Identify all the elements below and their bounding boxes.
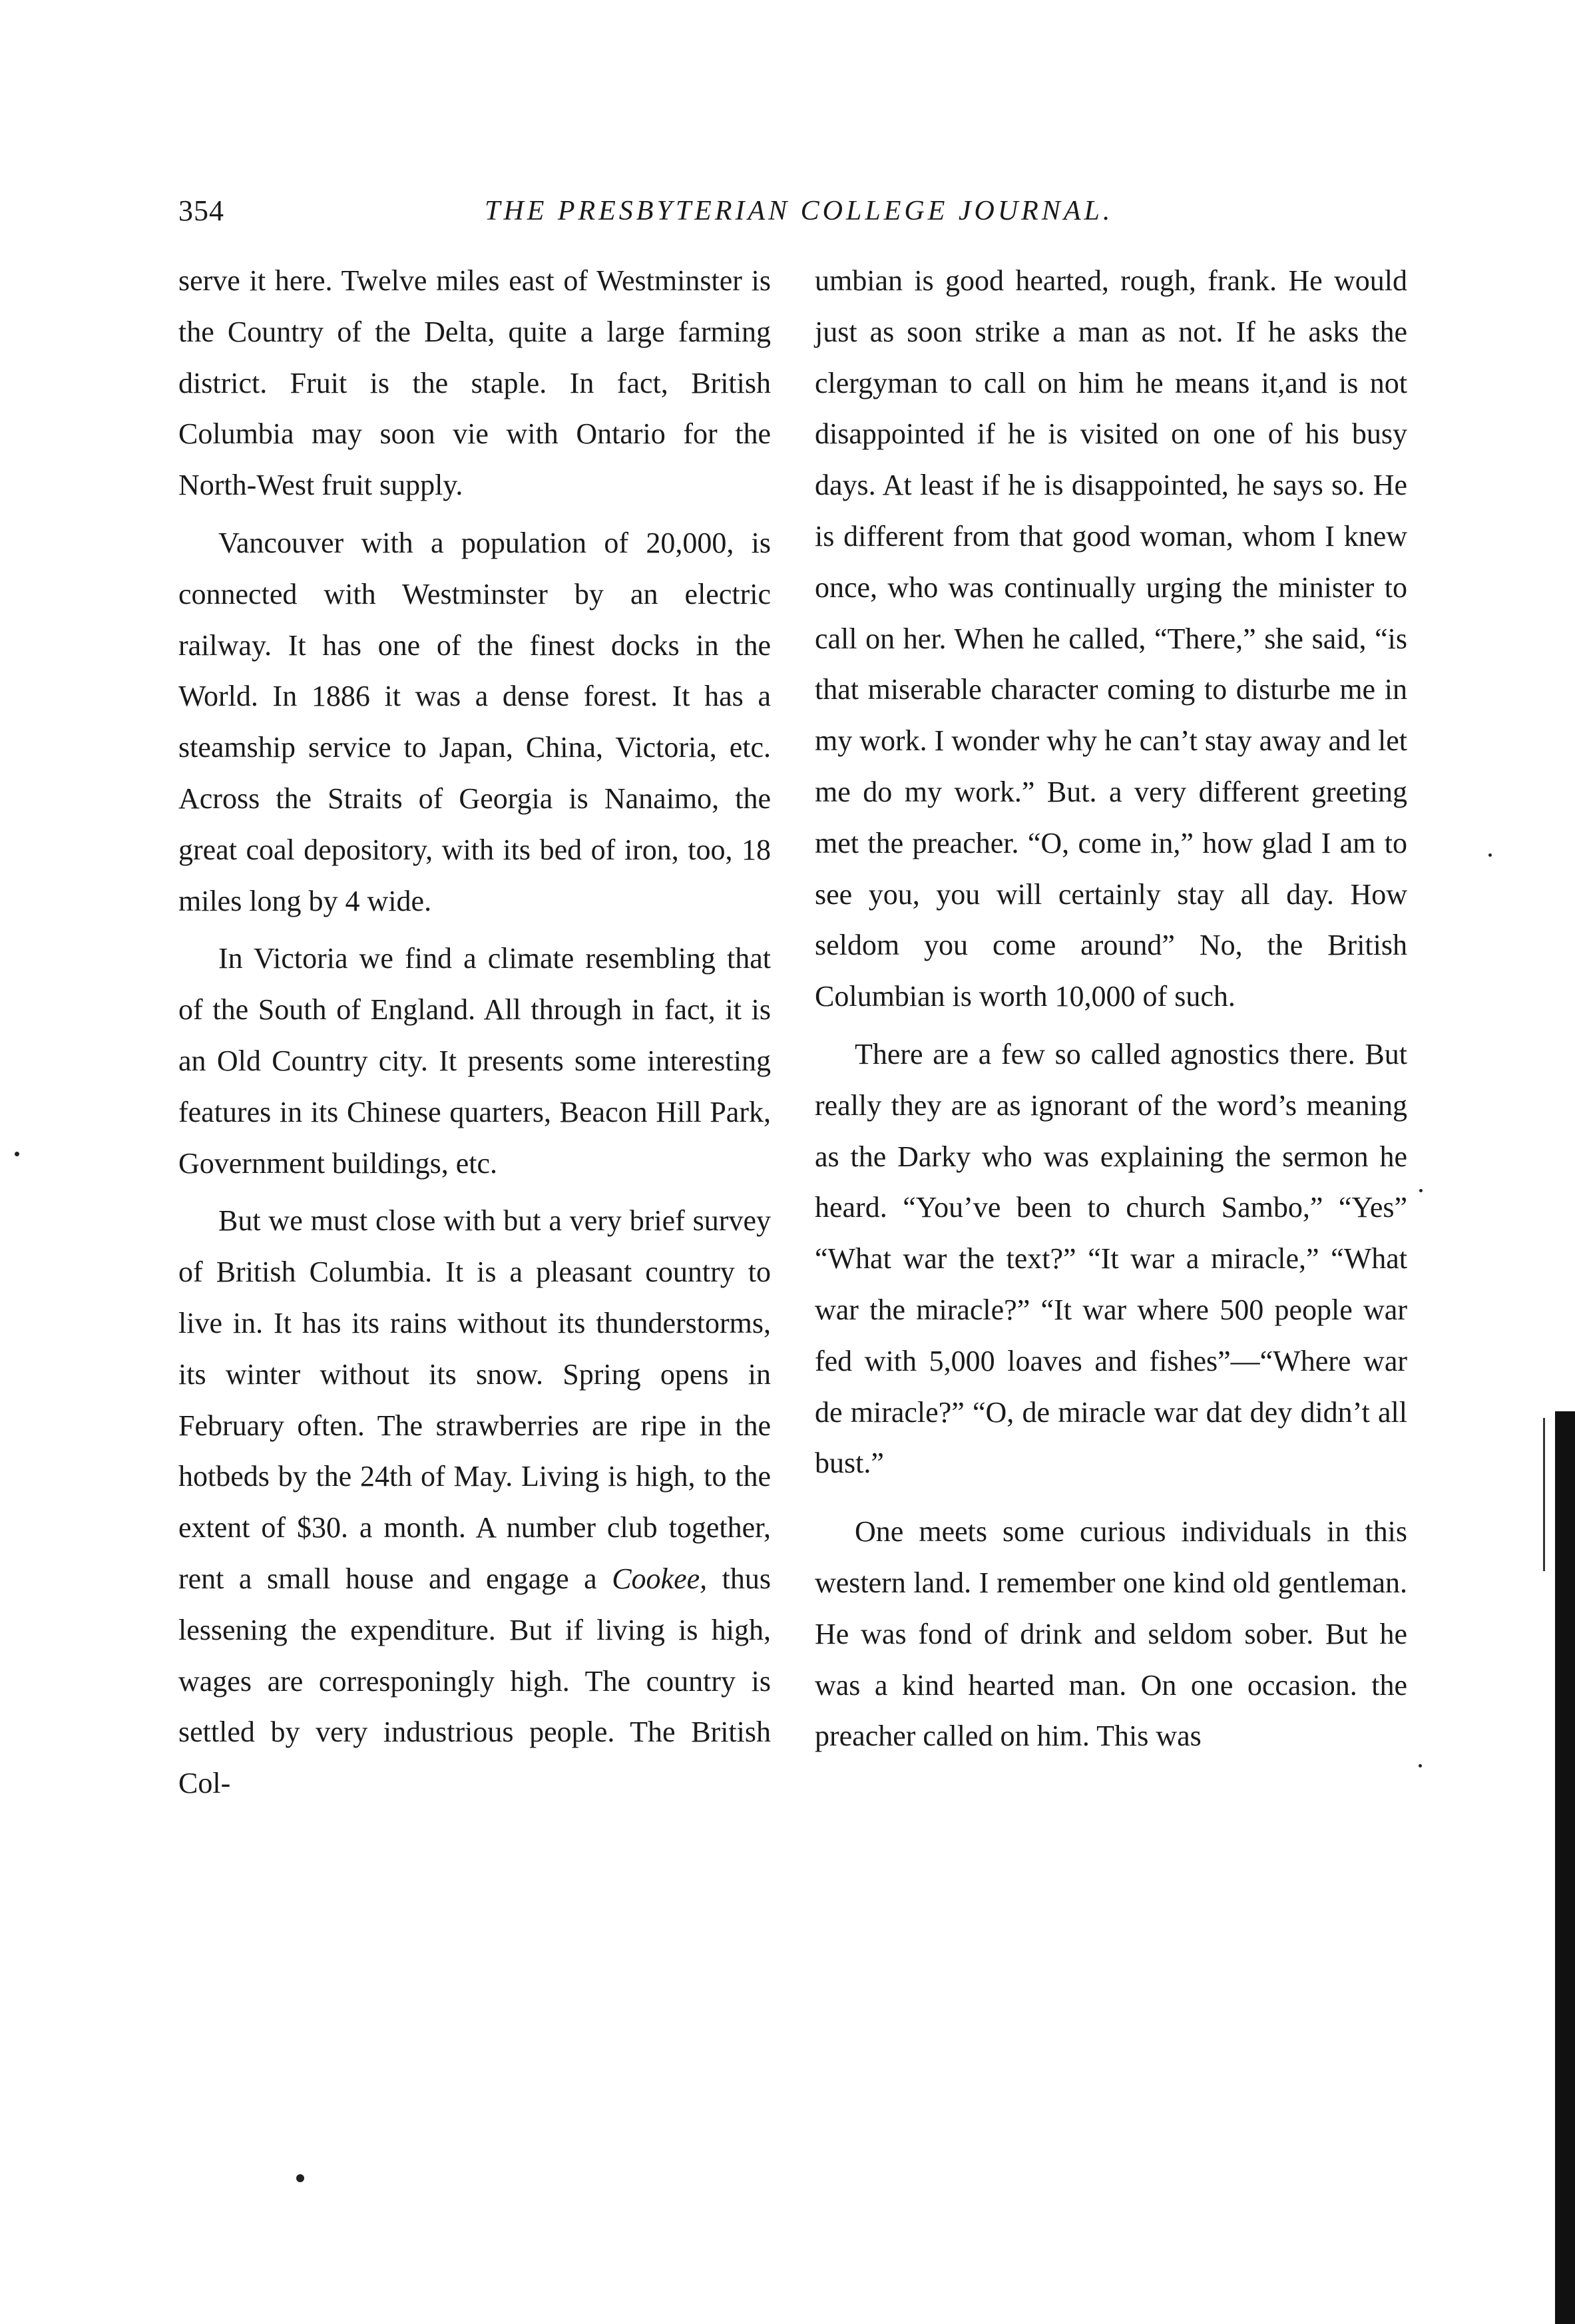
page-number: 354 [178,194,224,227]
right-paragraph-1: umbian is good hearted, rough, frank. He would just as soon strike a man as not. If he asks the clergyman to call on him he means it,and is not disappointed if he is visited on one of his busy days. At least if he is disappointed, he says so. He is different from that good woman, whom I knew once, who was continually urging the minister to call on her. When he called, “There,” she said, “is that miserable character coming to disturbe me in my work. I wonder why he can’t stay away and let me do my work.” But. a very different greeting met the preacher. “O, come in,” how glad I am to see you, you will certainly stay all day. How seldom you come around” No, the British Columbian is worth 10,000 of such. [815,264,1407,1013]
left-paragraph-3: In Victoria we find a climate resembling that of the South of England. All through in fact, it is an Old Country city. It presents some interesting features in its Chinese quarters, Beacon Hill Park, Government buildings, etc. [178,942,771,1180]
left-paragraph-4-part-b: thus lessening the expenditure. But if living is high, wages are corresponingly high. The country is settled by very industrious people. The British Col- [178,1562,772,1800]
page-header [178,188,1410,234]
left-paragraph-4 [178,1196,771,1809]
ink-speck [15,1152,19,1156]
ink-speck [1419,1189,1423,1192]
page-edge-shadow [1555,1411,1575,2324]
right-column [815,256,1407,1762]
page-edge-line [1543,1418,1545,1571]
left-paragraph-2: Vancouver with a population of 20,000, is connected with Westminster by an electric railway. It has one of the finest docks in the World. In 1886 it was a dense forest. It has a steamship service to Japan, China, Victoria, etc. Across the Straits of Georgia is Nanaimo, the great coal depository, with its bed of iron, too, 18 miles long by 4 wide. [178,526,771,917]
left-paragraph-4-part-a: But we must close with but a very brief survey of British Columbia. It is a pleasant country to live in. It has its rains without its thunderstorms, its winter without its snow. Spring opens in February often. The strawberries are ripe in the hotbeds by the 24th of May. Living is high, to the extent of $30. a month. A number club together, rent a small house and engage a [178,1204,771,1595]
right-paragraph-3: One meets some curious individuals in this western land. I remember one kind old gentleman. He was fond of drink and seldom sober. But he was a kind hearted man. On one occasion. the preacher called on him. This was [815,1515,1407,1753]
left-column [178,256,771,1809]
left-paragraph-4-italic-word: Cookee, [612,1562,708,1595]
ink-speck [1488,853,1492,857]
left-paragraph-1: serve it here. Twelve miles east of Westminster is the Country of the Delta, quite a large farming district. Fruit is the staple. In fact, British Columbia may soon vie with Ontario for the North-West fruit supply. [178,264,771,502]
right-paragraph-2: There are a few so called agnostics there. But really they are as ignorant of the word’s meaning as the Darky who was explaining the sermon he heard. “You’ve been to church Sambo,” “Yes” “What war the text?” “It war a miracle,” “What war the miracle?” “It war where 500 people war fed with 5,000 loaves and fishes”—“Where war de miracle?” “O, de miracle war dat dey didn’t all bust.” [815,1037,1407,1480]
ink-speck [296,2174,304,2182]
ink-speck [1419,1764,1422,1767]
running-title: THE PRESBYTERIAN COLLEGE JOURNAL. [485,196,1114,226]
